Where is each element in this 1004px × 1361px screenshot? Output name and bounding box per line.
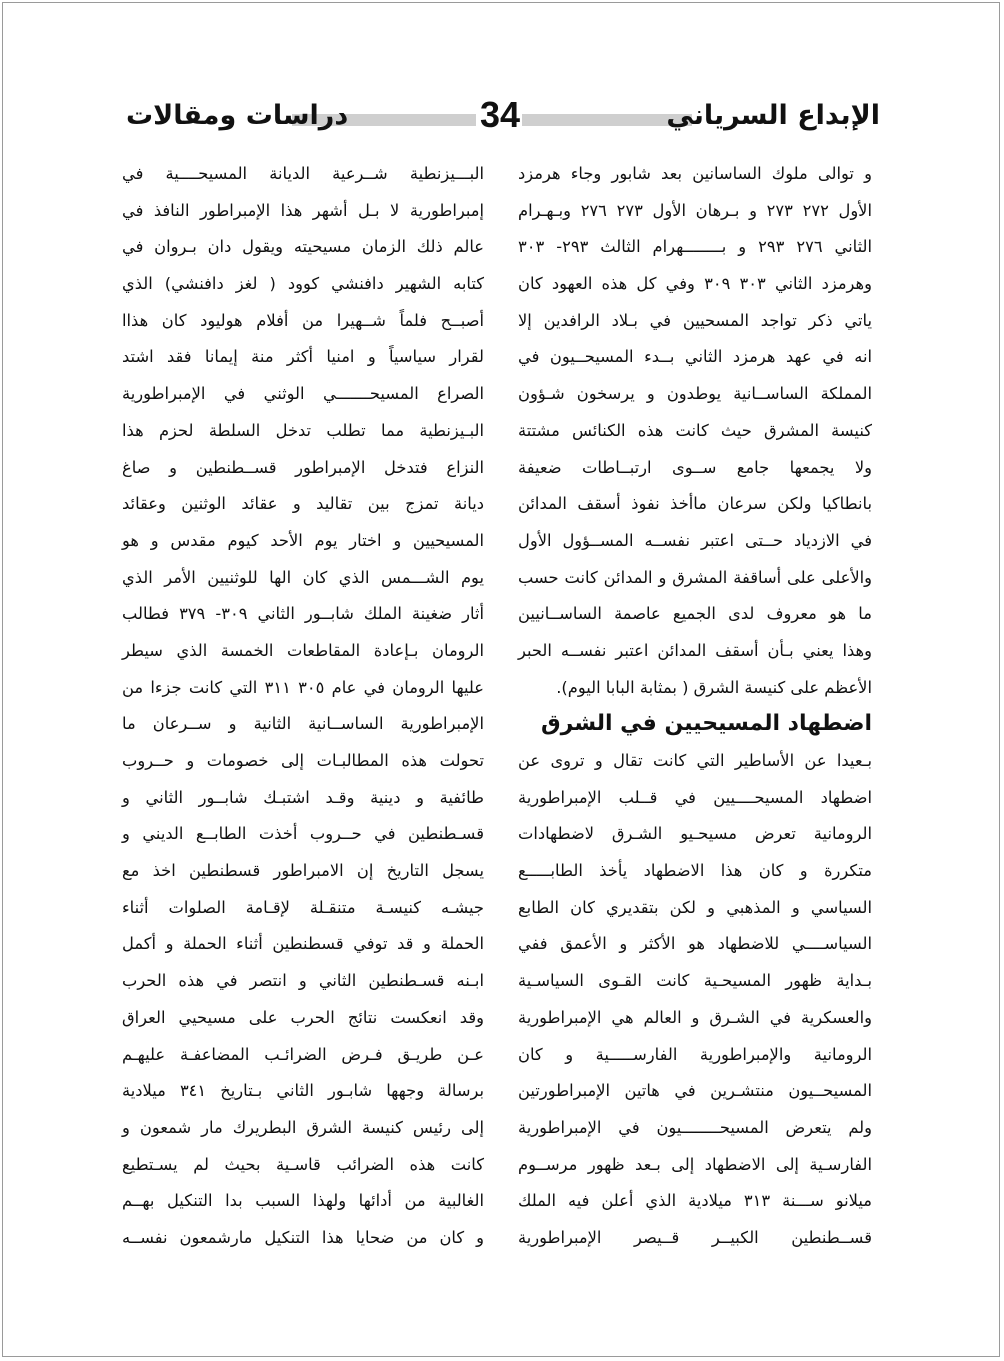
text-line: الفارسـية إلى الاضطهاد إلى بـعد ظهور مرســوم [518,1154,872,1174]
article-column-right [518,156,872,1257]
text-line: الحملة و قد توفي قسطنطين أثناء الحملة و أكمل [122,934,484,954]
text-line: اضطهاد المسيحــــيين في قــلب الإمبراطورية [518,787,872,807]
text-line: الأعظم على كنيسة الشرق ( بمثابة البابا اليوم). [556,677,872,697]
text-line: إمبراطورية لا بـل أشهر هذا الإمبراطور النافذ في [122,200,484,220]
text-line: وهذا يعني بـأن أسقف المدائن اعتبر نفســه الحبر [518,640,872,660]
text-line: والأعلى على أساقفة المشرق و المدائن كانت حسب [518,567,872,587]
text-line: الثاني ٢٧٦ ٢٩٣ و بــــــــهرام الثالث ٢٩٣- ٣٠٣ [518,237,873,257]
text-line: أثار ضغينة الملك شابــور الثاني ٣٠٩- ٣٧٩ فطالب [122,604,484,624]
section-subheading: اضطهاد المسيحيين في الشرق [540,711,872,737]
text-line: وقد انعكست نتائج الحرب على مسيحيي العراق [122,1007,484,1027]
page-header [0,92,1004,140]
text-line: جيشـه كنيسـة متنقـلة لإقـامة الصلوات أثناء [122,897,484,917]
text-line: الرومانية تعرض مسيحـيو الشـرق لاضطهادات [518,824,872,844]
text-line: الأول ٢٧٢ ٢٧٣ و بـرهان الأول ٢٧٣ ٢٧٦ وبـهـرام [518,200,872,220]
text-line: و توالى ملوك الساسانين بعد شابور وجاء هرمزد [518,164,872,183]
text-line: قسـطنطين في حــروب أخذت الطابــع الديني و [122,824,484,844]
text-line: والعسكرية في الشـرق و العالم هي الإمبراطورية [518,1007,872,1027]
text-line: المسيحــيون منتشـرين في هاتين الإمبراطورتين [518,1081,872,1101]
text-line: تحولت هذه المطالبـات إلى خصومات و حــروب [122,751,484,770]
text-line: ابـنه قسـطنطين الثاني و انتصر في هذه الحرب [122,971,484,991]
text-line: ولا يجمعها جامع ســوى ارتبــاطات ضعيفة [518,457,872,477]
text-line: السياسي و المذهبي و لكن بتقديري كان الطابع [518,897,872,917]
text-line: الغالبية من أدائها ولهذا السبب بدا التنكيل بهــم [122,1191,484,1211]
text-line: يسجل التاريخ إن الامبراطور قسطنطين اخذ مع [122,861,484,881]
text-line: أصبــح فلماً شــهيرا من أفلام هوليود كان هذاا [122,310,484,330]
section-title: دراسات ومقالات [126,100,349,131]
text-line: و كان من ضحايا هذا التنكيل مارشمعون نفســه [122,1227,484,1247]
text-line: المملكة الساســانية يوطدون و يرسخون شـؤون [518,384,872,404]
text-line: الرومان بـإعادة المقاطعات الخمسة الذي سيطر [122,640,484,660]
text-line: البـــيزنطية شــرعية الديانة المسيحــــية في [122,164,484,183]
text-line: كنيسة المشرق حيث كانت هذه الكنائس مشتتة [518,420,872,440]
text-line: يوم الشـــمس الذي كان الها للوثنيين الأمر الذي [122,567,484,587]
text-line: الصراع المسيحـــــــي الوثني في الإمبراطورية [122,384,484,404]
text-line: وهرمزد الثاني ٣٠٣ ٣٠٩ وفي كل هذه العهود كان [518,274,872,294]
text-line: المسيحيين و اختار يوم الأحد كيوم مقدس و هو [122,530,484,550]
text-line: البـيزنطية مما تطلب تدخل السلطة لحزم هذا [122,420,484,440]
text-line: النزاع فتدخل الإمبراطور قســطنطين و صاغ [122,457,484,477]
text-line: إلى رئيس كنيسة الشرق البطريرك مار شمعون و [122,1117,484,1137]
magazine-title: الإبداع السرياني [666,100,880,131]
text-line: لقرار سياسياً و امنيا أكثر منة إيمانا فقد اشتد [122,347,484,367]
text-line: كانت هذه الضرائب قاسـية بحيث لم يسـتطيع [122,1154,484,1174]
text-line: في الازدياد حــتى اعتبر نفســه المســؤول الأول [518,530,872,550]
text-line: كتابه الشهير دافنشي كوود ( لغز دافنشي) الذي [122,274,484,294]
text-line: متكررة و كان هذا الاضطهاد يأخذ الطابـــــع [518,861,872,881]
text-line: عليها الرومان في عام ٣٠٥ ٣١١ التي كانت جزءا من [122,677,484,697]
article-column-left [122,156,484,1257]
text-line: ما هو معروف لدى الجميع عاصمة الساســانيين [518,604,872,624]
text-line: ميلانو ســـنة ٣١٣ ميلادية الذي أعلن فيه الملك [518,1191,872,1211]
text-line: بـداية ظهور المسيحـية كانت القـوى السياسـية [518,971,872,991]
text-line: برسالة وجهها شابـور الثاني بـتاريخ ٣٤١ ميلادية [122,1081,484,1101]
text-line: عـن طريـق فـرض الضرائـب المضاعفـة عليهـم [122,1044,484,1064]
text-line: ولم يتعرض المسيحــــــــيون في الإمبراطورية [518,1117,872,1137]
text-line: الرومانية والإمبراطورية الفارســـــية و كان [518,1044,872,1064]
text-line: انه في عهد هرمزد الثاني بــدء المسيحــيون في [518,347,872,367]
text-line: السياســــي للاضطهاد هو الأكثر و الأعمق ففي [518,934,872,954]
page-number: 34 [479,94,521,135]
text-line: الإمبراطورية الساســانية الثانية و ســرعان ما [122,714,484,734]
text-line: ديانة تمزج بين تقاليد و عقائد الوثنين وعقائد [122,494,484,514]
text-line: ياتي ذكر تواجد المسحيين في بـلاد الرافدين إلا [518,310,872,330]
text-line: بانطاكيا ولكن سرعان ماأخذ نفوذ أسقف المدائن [518,494,872,514]
text-line: بـعيدا عن الأساطير التي كانت تقال و تروى عن [518,751,872,770]
text-line: قســطنطين الكبيــر قــيصر الإمبراطورية [518,1227,872,1247]
text-line: عالم ذلك الزمان مسيحيته ويقول دان بـروان في [122,237,484,257]
text-line: طائفية و دينية وقـد اشتبـك شابــور الثاني و [122,787,484,807]
